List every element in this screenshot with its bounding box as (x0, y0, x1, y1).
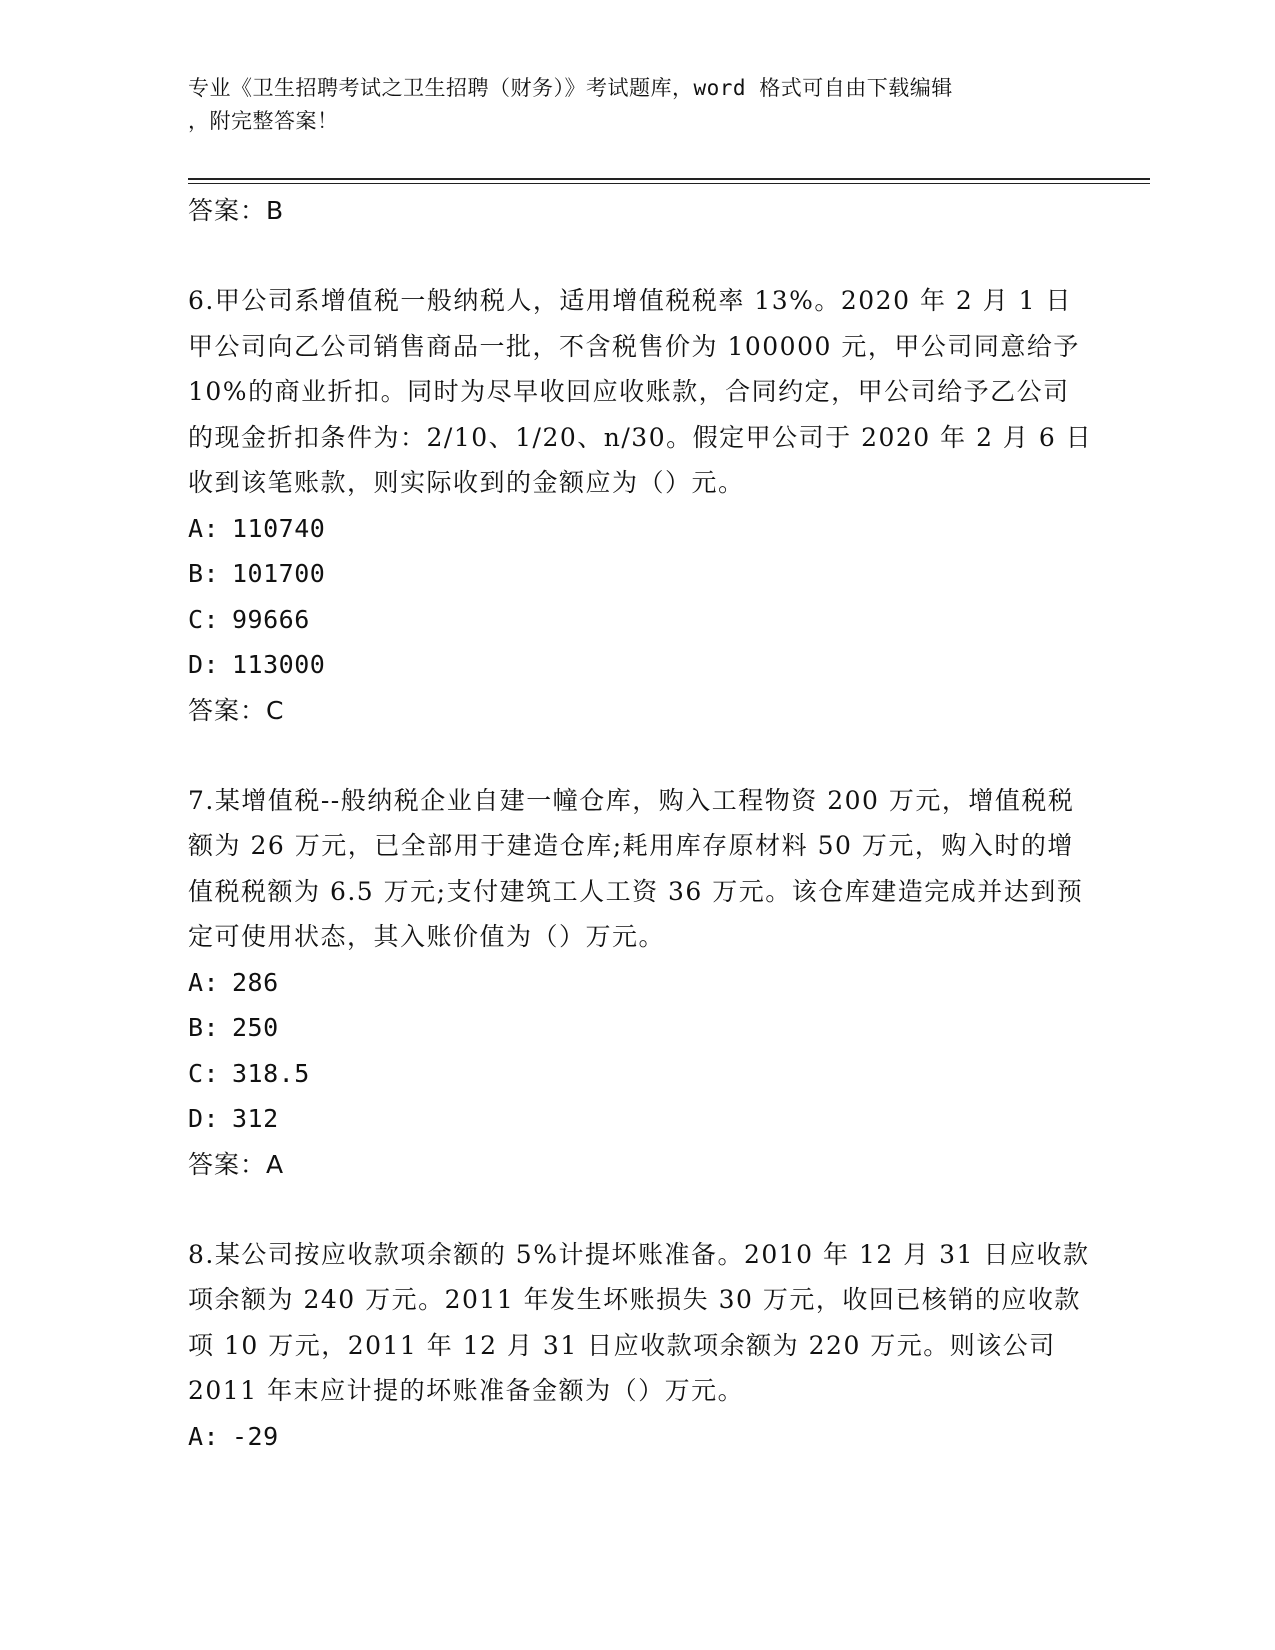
question-8 (188, 1232, 1093, 1460)
question-7-text: 7.某增值税--般纳税企业自建一幢仓库，购入工程物资 200 万元，增值税税额为 26 万元，已全部用于建造仓库;耗用库存原材料 50 万元，购入时的增值税税额为 6.5 万元;支付建筑工人工资 36 万元。该仓库建造完成并达到预定可使用状态，其入账价值为（）万元。 (188, 785, 1084, 951)
question-7-option-b: B: 250 (188, 1013, 279, 1042)
question-7 (188, 778, 1093, 1187)
answer-q5: 答案：B (188, 196, 285, 225)
question-6-option-c: C: 99666 (188, 604, 310, 634)
question-7-option-d: D: 312 (188, 1104, 279, 1133)
question-list (188, 188, 1093, 1459)
answer-q6: 答案：C (188, 695, 285, 725)
header-line-2: ，附完整答案！ (188, 109, 339, 133)
question-6-option-b: B: 101700 (188, 559, 326, 588)
question-7-option-c: C: 318.5 (188, 1058, 310, 1088)
question-8-text: 8.某公司按应收款项余额的 5%计提坏账准备。2010 年 12 月 31 日应收款项余额为 240 万元。2011 年发生坏账损失 30 万元，收回已核销的应收款项 10 万元，2011 年 12 月 31 日应收款项余额为 220 万元。则该公司 2011 年末应计提的坏账准备金额为（）万元。 (188, 1239, 1090, 1405)
question-8-option-a: A: -29 (188, 1421, 279, 1451)
document-header (188, 72, 1088, 138)
question-6 (188, 278, 1093, 733)
answer-q7: 答案：A (188, 1149, 285, 1179)
question-6-option-a: A: 110740 (188, 513, 326, 543)
question-6-text: 6.甲公司系增值税一般纳税人，适用增值税税率 13%。2020 年 2 月 1 日甲公司向乙公司销售商品一批，不含税售价为 100000 元，甲公司同意给予 10%的商业折扣。同时为尽早收回应收账款，合同约定，甲公司给予乙公司的现金折扣条件为：2/10、1/20、n/30。假定甲公司于 2020 年 2 月 6 日收到该笔账款，则实际收到的金额应为（）元。 (188, 286, 1093, 497)
question-7-option-a: A: 286 (188, 967, 279, 997)
question-6-option-d: D: 113000 (188, 650, 326, 679)
header-divider (188, 178, 1150, 184)
header-line-1: 专业《卫生招聘考试之卫生招聘（财务）》考试题库，word 格式可自由下载编辑 (188, 76, 953, 100)
